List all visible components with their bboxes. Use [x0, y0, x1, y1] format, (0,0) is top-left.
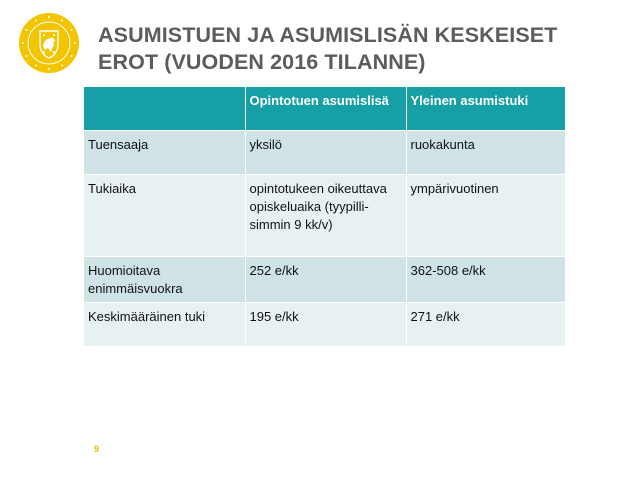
- table-cell: 195 e/kk: [245, 303, 406, 347]
- table-cell: opintotukeen oikeuttava opiskeluaika (tyypilli-simmin 9 kk/v): [245, 175, 406, 257]
- comparison-table: [84, 87, 565, 347]
- table-header-cell-opintotuen-asumislisa: Opintotuen asumislisä: [245, 87, 406, 131]
- table-row: [84, 175, 565, 257]
- slide-title-line-2: EROT (VUODEN 2016 TILANNE): [98, 50, 426, 74]
- table-cell: 271 e/kk: [406, 303, 565, 347]
- table-row: [84, 303, 565, 347]
- table-cell-label: Tuensaaja: [84, 131, 245, 175]
- page-number: 9: [94, 444, 100, 454]
- table-cell: ruokakunta: [406, 131, 565, 175]
- finnish-coat-of-arms-seal-icon: [18, 12, 80, 74]
- table-row: [84, 131, 565, 175]
- table-cell: ympärivuotinen: [406, 175, 565, 257]
- table-cell-label: Keskimääräinen tuki: [84, 303, 245, 347]
- table-header-cell-yleinen-asumistuki: Yleinen asumistuki: [406, 87, 565, 131]
- table-header-row: [84, 87, 565, 131]
- table-header-cell-empty: [84, 87, 245, 131]
- table-cell-label: Tukiaika: [84, 175, 245, 257]
- table-cell-label: Huomioitava enimmäisvuokra: [84, 257, 245, 303]
- slide-title: [98, 22, 628, 76]
- table-cell: 252 e/kk: [245, 257, 406, 303]
- table-cell: 362-508 e/kk: [406, 257, 565, 303]
- table-cell: yksilö: [245, 131, 406, 175]
- table-row: [84, 257, 565, 303]
- slide-title-line-1: ASUMISTUEN JA ASUMISLISÄN KESKEISET: [98, 23, 558, 47]
